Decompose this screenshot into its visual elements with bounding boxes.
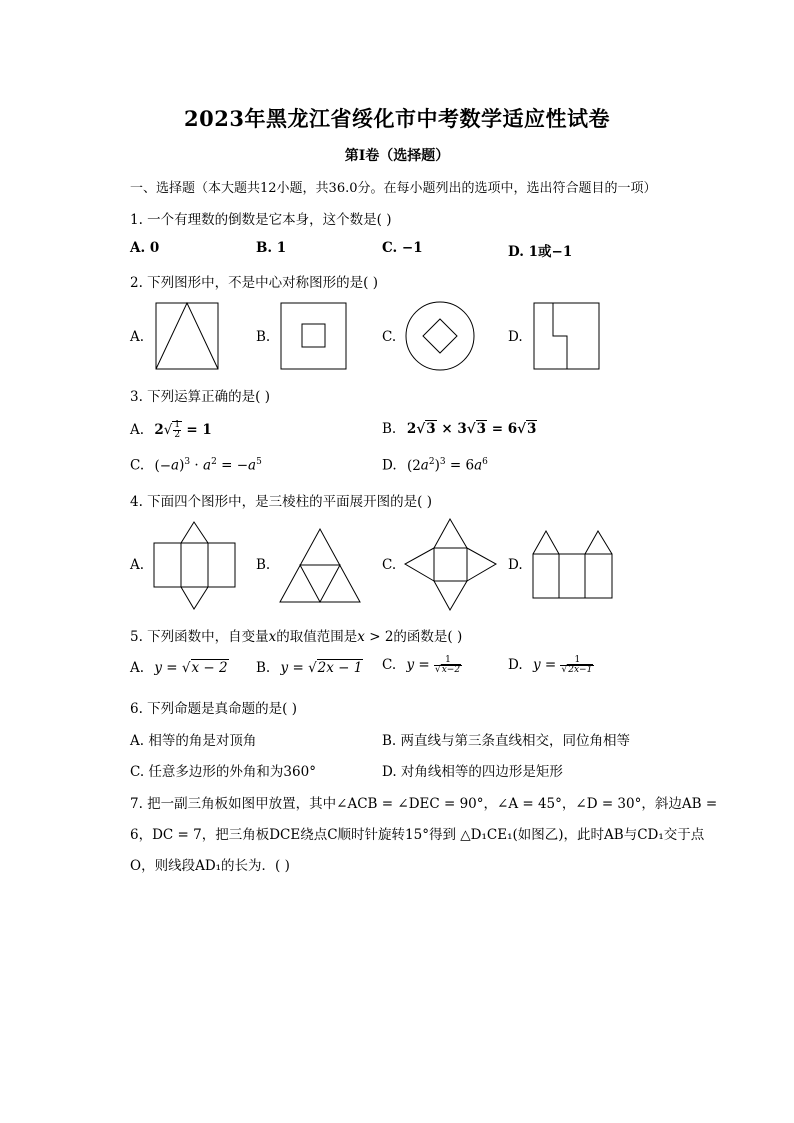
q3-d-e3: 6: [482, 457, 488, 467]
q3-c-pre: (−: [154, 457, 172, 474]
q5-d-eq: =: [540, 657, 561, 673]
q3-a-num: 1: [174, 420, 181, 430]
question-5-stem: [130, 625, 462, 645]
q4-option-d: D.: [508, 557, 523, 573]
q3-c-dot: ·: [194, 457, 199, 474]
q2-figure-c: [404, 301, 476, 373]
q5-b-eq: =: [288, 660, 309, 676]
q3-c-eq: = −: [221, 457, 249, 474]
q3-option-d: [382, 457, 488, 474]
page-title: 2023年黑龙江省绥化市中考数学适应性试卷: [184, 106, 610, 131]
question-7-line-1: 7. 把一副三角板如图甲放置，其中∠ACB = ∠DEC = 90°，∠A = 45°，∠D = 30°，斜边AB =: [130, 796, 718, 812]
q3-d-a2: a: [474, 457, 483, 474]
q6-option-b: B. 两直线与第三条直线相交，同位角相等: [382, 733, 631, 749]
q5-stem-cond-x: x: [357, 629, 365, 645]
q2-option-a: A.: [130, 329, 145, 345]
q5-d-y: y: [532, 657, 541, 673]
q1-option-b: B. 1: [256, 240, 287, 256]
q3-option-b-label: B.: [382, 421, 397, 437]
q3-option-c-label: C.: [130, 457, 145, 474]
q4-figure-c: [404, 518, 498, 612]
q3-c-e2: 2: [211, 457, 217, 467]
q5-stem-cond: > 2: [364, 629, 394, 645]
q2-option-b: B.: [256, 329, 271, 345]
q5-stem-mid: 的取值范围是: [276, 629, 358, 645]
q3-c-a: a: [171, 457, 180, 474]
q5-option-c-label: C.: [382, 657, 397, 673]
question-2-stem: 2. 下列图形中，不是中心对称图形的是( ): [130, 275, 378, 291]
q3-c-post: ): [179, 457, 185, 474]
q3-b-r3: 3: [526, 421, 537, 437]
q5-a-rad: x − 2: [191, 660, 228, 676]
q5-d-num: 1: [574, 655, 581, 665]
q3-b-eq: = 6: [491, 421, 518, 437]
q3-a-rhs: = 1: [186, 422, 212, 438]
q3-b-c1: 2: [406, 421, 417, 437]
q3-option-d-label: D.: [382, 457, 397, 474]
q4-option-b: B.: [256, 557, 271, 573]
q3-c-e3: 5: [256, 457, 262, 467]
q4-figure-b: [279, 528, 363, 604]
q4-option-c: C.: [382, 557, 397, 573]
q5-c-eq: =: [414, 657, 434, 673]
q5-stem-x: x: [268, 629, 277, 645]
q2-figure-d: [533, 302, 601, 370]
question-7-line-2: 6，DC = 7，把三角板DCE绕点C顺时针旋转15°得到 △D₁CE₁(如图乙)，此时AB与CD₁交于点: [130, 827, 705, 843]
q3-c-a2: a: [203, 457, 212, 474]
q3-d-e1: 2: [428, 457, 435, 467]
q5-d-den: 2x−1: [568, 665, 593, 675]
q5-option-c: C. y = $\frac{1}{√x-2}$: [382, 655, 461, 675]
q5-stem-post: 的函数是( ): [393, 629, 463, 645]
q3-d-post: ): [434, 457, 440, 474]
q4-figure-d: [532, 530, 614, 600]
q5-stem-pre: 5. 下列函数中，自变量: [130, 629, 269, 645]
q3-option-a: A. 2√ $\frac{1}{2}$ = 1: [130, 420, 212, 440]
q3-d-eq: = 6: [449, 457, 475, 474]
question-4-stem: 4. 下面四个图形中，是三棱柱的平面展开图的是( ): [130, 494, 432, 510]
q3-option-a-label: A.: [130, 422, 145, 438]
q3-option-b: B. 2√3 × 3√3 = 6√3: [382, 421, 537, 437]
q2-option-c: C.: [382, 329, 397, 345]
q3-option-c: [130, 457, 262, 474]
q3-b-op: × 3: [441, 421, 467, 437]
question-3-stem: 3. 下列运算正确的是( ): [130, 389, 270, 405]
q1-option-d: D. 1或−1: [508, 244, 573, 260]
volume-title: 第I卷（选择题）: [344, 148, 450, 164]
q5-c-num: 1: [445, 655, 451, 665]
q5-option-b: B. y = √2x − 1: [256, 660, 363, 676]
question-1-stem: 1. 一个有理数的倒数是它本身，这个数是( ): [130, 212, 392, 228]
q3-c-a3: a: [248, 457, 257, 474]
q5-c-y: y: [406, 657, 415, 673]
q5-option-a: A. y = √x − 2: [130, 660, 228, 676]
q1-option-c: C. −1: [382, 240, 423, 256]
q5-a-eq: =: [161, 660, 182, 676]
q5-a-y: y: [154, 660, 162, 676]
q6-option-a: A. 相等的角是对顶角: [130, 733, 257, 749]
q3-a-den: 2: [174, 430, 181, 440]
question-7-line-3: O，则线段AD₁的长为．( ): [130, 858, 290, 874]
q5-b-y: y: [280, 660, 289, 676]
q2-figure-b: [280, 302, 348, 370]
q5-b-rad: 2x − 1: [317, 660, 363, 676]
q1-option-a: A. 0: [130, 240, 160, 256]
q5-c-den: x−2: [441, 665, 461, 675]
q3-d-pre: (2: [406, 457, 421, 474]
q4-option-a: A.: [130, 557, 145, 573]
q3-d-a: a: [420, 457, 429, 474]
question-6-stem: 6. 下列命题是真命题的是( ): [130, 701, 297, 717]
q3-b-r2: 3: [476, 421, 486, 437]
q5-option-b-label: B.: [256, 660, 271, 676]
q5-option-a-label: A.: [130, 660, 145, 676]
q5-option-d-label: D.: [508, 657, 523, 673]
q5-option-d: D. y = $\frac{1}{√2x-1}$: [508, 655, 593, 675]
q3-a-coef: 2: [154, 422, 164, 438]
q6-option-d: D. 对角线相等的四边形是矩形: [382, 764, 563, 780]
q3-d-e2: 3: [439, 457, 446, 467]
q4-figure-a: [153, 521, 237, 611]
q3-c-e1: 3: [184, 457, 191, 467]
q3-b-r1: 3: [426, 421, 436, 437]
section-heading: 一、选择题（本大题共12小题，共36.0分。在每小题列出的选项中，选出符合题目的一项）: [130, 181, 657, 196]
q2-figure-a: [155, 302, 221, 370]
q6-option-c: C. 任意多边形的外角和为360°: [130, 764, 316, 780]
q2-option-d: D.: [508, 329, 523, 345]
